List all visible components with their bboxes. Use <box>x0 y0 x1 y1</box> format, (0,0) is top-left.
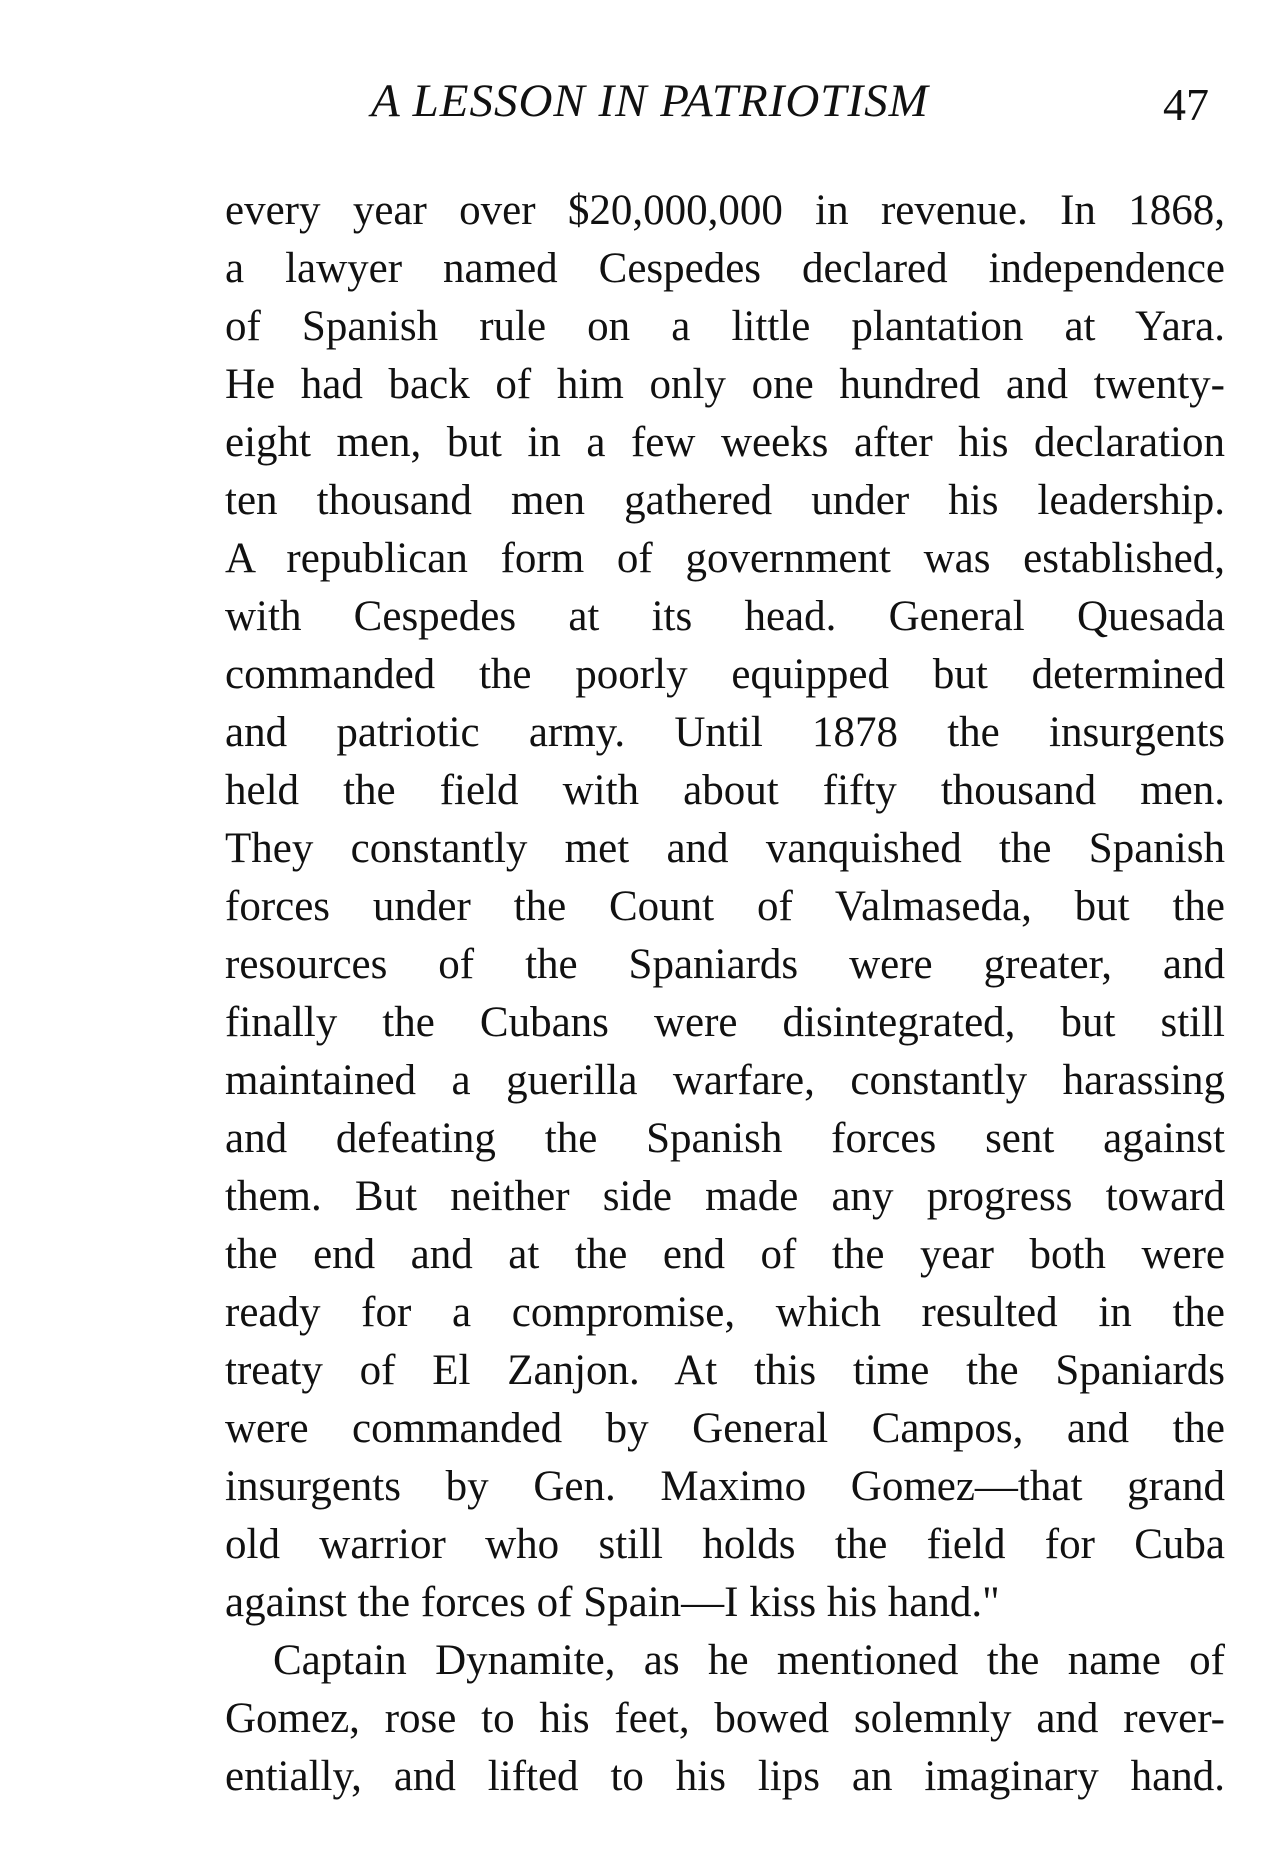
text-line: commanded the poorly equipped but determined <box>225 651 1225 698</box>
running-title: A LESSON IN PATRIOTISM <box>371 75 929 127</box>
text-line: Gomez, rose to his feet, bowed solemnly and rever- <box>225 1695 1225 1742</box>
text-line: the end and at the end of the year both were <box>225 1231 1225 1278</box>
text-line: eight men, but in a few weeks after his declaration <box>225 419 1225 466</box>
text-line: entially, and lifted to his lips an imaginary hand. <box>225 1753 1225 1800</box>
text-line: A republican form of government was established, <box>225 535 1225 582</box>
text-line: finally the Cubans were disintegrated, but still <box>225 999 1225 1046</box>
text-line: ten thousand men gathered under his leadership. <box>225 477 1225 524</box>
text-line: maintained a guerilla warfare, constantly harassing <box>225 1057 1225 1104</box>
text-line: Captain Dynamite, as he mentioned the name of <box>273 1637 1225 1684</box>
text-line: held the field with about fifty thousand men. <box>225 767 1225 814</box>
text-line: and patriotic army. Until 1878 the insurgents <box>225 709 1225 756</box>
text-line: insurgents by Gen. Maximo Gomez—that grand <box>225 1463 1225 1510</box>
text-line: every year over $20,000,000 in revenue. In 1868, <box>225 187 1225 234</box>
paragraph-1 <box>225 182 1225 1632</box>
text-line: old warrior who still holds the field for Cuba <box>225 1521 1225 1568</box>
text-line: with Cespedes at its head. General Quesada <box>225 593 1225 640</box>
text-line: were commanded by General Campos, and the <box>225 1405 1225 1452</box>
text-line: forces under the Count of Valmaseda, but the <box>225 883 1225 930</box>
text-line: a lawyer named Cespedes declared independence <box>225 245 1225 292</box>
text-line: They constantly met and vanquished the Spanish <box>225 825 1225 872</box>
text-line: against the forces of Spain—I kiss his hand." <box>225 1579 1000 1626</box>
text-line: He had back of him only one hundred and twenty- <box>225 361 1225 408</box>
running-header <box>225 66 1225 136</box>
text-line: ready for a compromise, which resulted in the <box>225 1289 1225 1336</box>
text-line: of Spanish rule on a little plantation at Yara. <box>225 303 1225 350</box>
text-line: resources of the Spaniards were greater, and <box>225 941 1225 988</box>
text-line: them. But neither side made any progress toward <box>225 1173 1225 1220</box>
text-line: and defeating the Spanish forces sent against <box>225 1115 1225 1162</box>
body-text <box>225 182 1225 1806</box>
paragraph-2 <box>225 1632 1225 1806</box>
page-number: 47 <box>1163 79 1209 130</box>
text-line: treaty of El Zanjon. At this time the Spaniards <box>225 1347 1225 1394</box>
